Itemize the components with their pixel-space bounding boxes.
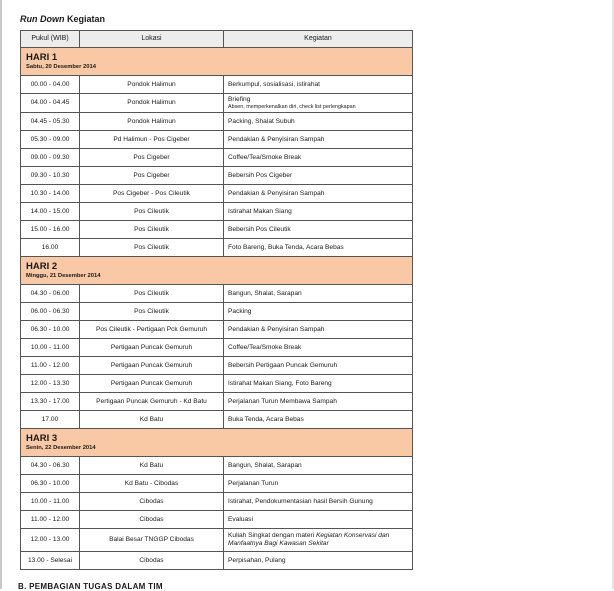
activity-text: Istirahat Makan Siang bbox=[228, 207, 292, 215]
cell-activity bbox=[224, 203, 413, 221]
activity-text: Pendakian & Penyisiran Sampah bbox=[228, 135, 325, 143]
cell-activity bbox=[224, 131, 413, 149]
activity-text: Bebersih Pertigaan Puncak Gemuruh bbox=[228, 361, 338, 369]
cell-location: Pos Cigeber bbox=[80, 149, 224, 167]
cell-time: 16.00 bbox=[21, 239, 80, 257]
cell-time: 04.00 - 04.45 bbox=[21, 94, 80, 113]
cell-activity bbox=[224, 167, 413, 185]
cell-activity bbox=[224, 221, 413, 239]
table-row bbox=[21, 339, 413, 357]
header-location: Lokasi bbox=[80, 31, 224, 48]
day-header-row bbox=[21, 429, 413, 457]
day-header-row bbox=[21, 48, 413, 76]
activity-text: Berkumpul, sosialisasi, istirahat bbox=[228, 80, 320, 88]
cell-time: 10.00 - 11.00 bbox=[21, 493, 80, 511]
day-header bbox=[21, 257, 413, 285]
cell-location: Pertigaan Puncak Gemuruh bbox=[80, 357, 224, 375]
day-name: HARI 3 bbox=[26, 433, 58, 444]
cell-time: 10.30 - 14.00 bbox=[21, 185, 80, 203]
cell-activity bbox=[224, 113, 413, 131]
cell-location: Pd Halimun - Pos Cigeber bbox=[80, 131, 224, 149]
day-date: Minggu, 21 Desember 2014 bbox=[26, 273, 101, 279]
cell-time: 17.00 bbox=[21, 411, 80, 429]
table-row bbox=[21, 203, 413, 221]
cell-activity bbox=[224, 285, 413, 303]
cell-time: 11.00 - 12.00 bbox=[21, 511, 80, 529]
cell-activity bbox=[224, 357, 413, 375]
cell-activity bbox=[224, 411, 413, 429]
table-row bbox=[21, 221, 413, 239]
day-date: Sabtu, 20 Desember 2014 bbox=[26, 64, 96, 70]
activity-text: Evaluasi bbox=[228, 515, 253, 523]
activity-text: Packing, Shalat Subuh bbox=[228, 117, 295, 125]
activity-text: Buka Tenda, Acara Bebas bbox=[228, 415, 304, 423]
cell-location: Kd Batu - Cibodas bbox=[80, 475, 224, 493]
cell-location: Kd Batu bbox=[80, 457, 224, 475]
day-name: HARI 2 bbox=[26, 261, 58, 272]
cell-location: Pos Cileutik bbox=[80, 221, 224, 239]
cell-time: 04.30 - 06.30 bbox=[21, 457, 80, 475]
table-row bbox=[21, 131, 413, 149]
table-row bbox=[21, 285, 413, 303]
activity-note: Absen, memperkenalkan diri, check list perlengkapan bbox=[228, 103, 356, 110]
cell-activity bbox=[224, 457, 413, 475]
cell-location: Pertigaan Puncak Gemuruh bbox=[80, 339, 224, 357]
cell-activity bbox=[224, 511, 413, 529]
table-row bbox=[21, 303, 413, 321]
table-row bbox=[21, 411, 413, 429]
header-activity: Kegiatan bbox=[224, 31, 413, 48]
day-header bbox=[21, 48, 413, 76]
cell-time: 06.30 - 10.00 bbox=[21, 475, 80, 493]
cell-time: 12.00 - 13.00 bbox=[21, 529, 80, 552]
cell-activity bbox=[224, 149, 413, 167]
header-time: Pukul (WIB) bbox=[21, 31, 80, 48]
title-rest: Kegiatan bbox=[64, 14, 106, 24]
cell-activity bbox=[224, 185, 413, 203]
cell-activity bbox=[224, 375, 413, 393]
cell-location: Cibodas bbox=[80, 493, 224, 511]
cell-location: Pos Cileutik bbox=[80, 239, 224, 257]
activity-text: Coffee/Tea/Smoke Break bbox=[228, 153, 302, 161]
table-row bbox=[21, 393, 413, 411]
activity-italic-text: Kegiatan Konservasi dan Manfaatnya Bagi Kawasan Sekitar bbox=[228, 532, 390, 547]
day-header bbox=[21, 429, 413, 457]
cell-location: Pos Cigeber bbox=[80, 167, 224, 185]
cell-activity bbox=[224, 94, 413, 113]
table-row bbox=[21, 511, 413, 529]
activity-text: Perjalanan Turun Membawa Sampah bbox=[228, 397, 337, 405]
table-row bbox=[21, 94, 413, 113]
cell-location: Pertigaan Puncak Gemuruh bbox=[80, 375, 224, 393]
table-row bbox=[21, 375, 413, 393]
cell-location: Pondok Halimun bbox=[80, 113, 224, 131]
cell-location: Pos Cileutik bbox=[80, 285, 224, 303]
table-row bbox=[21, 321, 413, 339]
cell-activity bbox=[224, 239, 413, 257]
cell-time: 13.30 - 17.00 bbox=[21, 393, 80, 411]
table-row bbox=[21, 529, 413, 552]
table-row bbox=[21, 493, 413, 511]
activity-text: Kuliah Singkat dengan materi bbox=[228, 532, 315, 539]
section-heading: B. PEMBAGIAN TUGAS DALAM TIM bbox=[18, 582, 163, 591]
cell-time: 06.00 - 06.30 bbox=[21, 303, 80, 321]
activity-text: Bebersih Pos Cigeber bbox=[228, 171, 293, 179]
table-row bbox=[21, 357, 413, 375]
cell-time: 06.30 - 10.00 bbox=[21, 321, 80, 339]
cell-activity bbox=[224, 321, 413, 339]
table-row bbox=[21, 185, 413, 203]
cell-time: 04.30 - 06.00 bbox=[21, 285, 80, 303]
activity-text: Bangun, Shalat, Sarapan bbox=[228, 289, 302, 297]
day-name: HARI 1 bbox=[26, 52, 58, 63]
cell-location: Pondok Halimun bbox=[80, 94, 224, 113]
table-row bbox=[21, 475, 413, 493]
cell-time: 09.00 - 09.30 bbox=[21, 149, 80, 167]
cell-time: 04.45 - 05.30 bbox=[21, 113, 80, 131]
cell-location: Pondok Halimun bbox=[80, 76, 224, 94]
table-row bbox=[21, 149, 413, 167]
cell-location: Balai Besar TNGGP Cibodas bbox=[80, 529, 224, 552]
cell-time: 00.00 - 04.00 bbox=[21, 76, 80, 94]
activity-text: Packing bbox=[228, 307, 252, 315]
activity-text: Istirahat, Pendokumentasian hasil Bersih Gunung bbox=[228, 497, 373, 505]
left-edge bbox=[0, 0, 2, 589]
cell-activity bbox=[224, 339, 413, 357]
cell-activity bbox=[224, 393, 413, 411]
cell-location: Kd Batu bbox=[80, 411, 224, 429]
cell-time: 05.30 - 09.00 bbox=[21, 131, 80, 149]
cell-location: Pos Cileutik bbox=[80, 303, 224, 321]
activity-text: Pendakian & Penyisiran Sampah bbox=[228, 325, 325, 333]
cell-location: Pos Cileutik bbox=[80, 203, 224, 221]
cell-location: Pos Cigeber - Pos Cileutik bbox=[80, 185, 224, 203]
cell-time: 13.00 - Selesai bbox=[21, 552, 80, 570]
page-title bbox=[20, 14, 105, 24]
cell-time: 10.00 - 11.00 bbox=[21, 339, 80, 357]
cell-location: Cibodas bbox=[80, 511, 224, 529]
activity-text: Pendakian & Penyisiran Sampah bbox=[228, 189, 325, 197]
table-row bbox=[21, 167, 413, 185]
table-row bbox=[21, 457, 413, 475]
day-header-row bbox=[21, 257, 413, 285]
rundown-table bbox=[20, 30, 413, 570]
table-row bbox=[21, 239, 413, 257]
cell-time: 09.30 - 10.30 bbox=[21, 167, 80, 185]
activity-text: Istirahat Makan Siang, Foto Bareng bbox=[228, 379, 332, 387]
activity-text: Coffee/Tea/Smoke Break bbox=[228, 343, 302, 351]
table-row bbox=[21, 113, 413, 131]
cell-activity bbox=[224, 76, 413, 94]
activity-text: Bebersih Pos Cileutik bbox=[228, 225, 291, 233]
day-date: Senin, 22 Desember 2014 bbox=[26, 445, 96, 451]
table-row bbox=[21, 552, 413, 570]
cell-time: 15.00 - 16.00 bbox=[21, 221, 80, 239]
activity-text: Perjalanan Turun bbox=[228, 479, 279, 487]
activity-text: Perpisahan, Pulang bbox=[228, 556, 286, 564]
cell-location: Pos Cileutik - Pertigaan Pck Gemuruh bbox=[80, 321, 224, 339]
table-row bbox=[21, 76, 413, 94]
cell-time: 11.00 - 12.00 bbox=[21, 357, 80, 375]
table-header bbox=[21, 31, 413, 48]
cell-activity bbox=[224, 529, 413, 552]
title-italic: Run Down bbox=[20, 14, 65, 24]
cell-activity bbox=[224, 552, 413, 570]
cell-location: Cibodas bbox=[80, 552, 224, 570]
activity-text: Briefing bbox=[228, 95, 251, 103]
cell-activity bbox=[224, 493, 413, 511]
table-body bbox=[21, 48, 413, 570]
cell-time: 12.00 - 13.30 bbox=[21, 375, 80, 393]
activity-text: Foto Bareng, Buka Tenda, Acara Bebas bbox=[228, 243, 344, 251]
cell-time: 14.00 - 15.00 bbox=[21, 203, 80, 221]
cell-activity bbox=[224, 475, 413, 493]
cell-activity bbox=[224, 303, 413, 321]
activity-text: Bangun, Shalat, Sarapan bbox=[228, 461, 302, 469]
cell-location: Pertigaan Puncak Gemuruh - Kd Batu bbox=[80, 393, 224, 411]
